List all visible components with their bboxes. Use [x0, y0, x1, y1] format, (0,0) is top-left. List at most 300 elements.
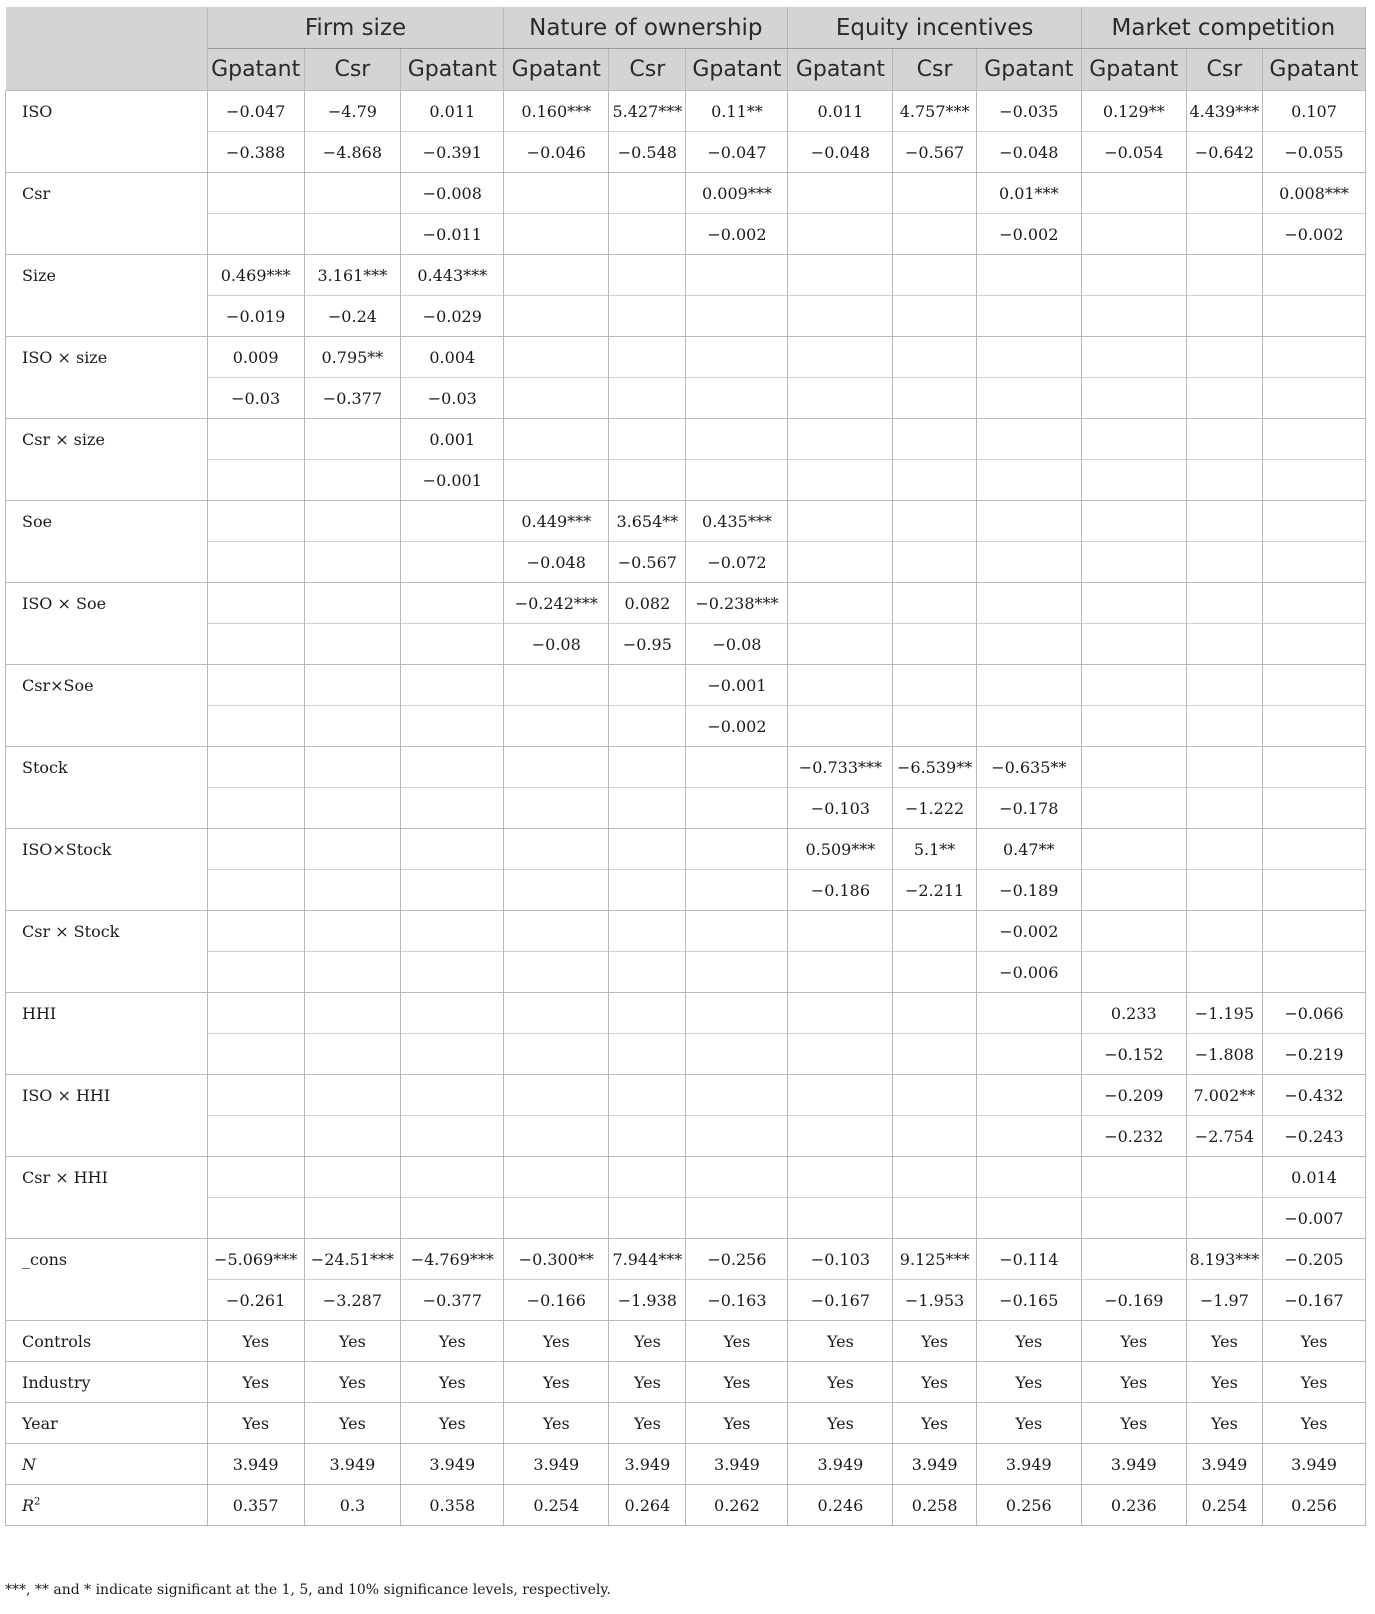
coefficient-cell — [401, 583, 504, 624]
summary-cell: Yes — [504, 1362, 609, 1403]
coefficient-cell — [893, 1075, 976, 1116]
summary-cell: Yes — [207, 1362, 304, 1403]
coefficient-cell: 7.944*** — [609, 1239, 686, 1280]
standard-error-cell: −0.08 — [504, 624, 609, 665]
coefficient-cell — [609, 665, 686, 706]
row-label-empty — [6, 1034, 208, 1075]
row-label-text: N — [22, 1454, 36, 1474]
standard-error-cell — [788, 1116, 893, 1157]
standard-error-cell — [976, 460, 1081, 501]
coefficient-cell — [893, 1157, 976, 1198]
row-label — [6, 1362, 208, 1403]
column-header: Gpatant — [401, 49, 504, 91]
standard-error-cell — [893, 378, 976, 419]
summary-cell: Yes — [401, 1321, 504, 1362]
coefficient-cell: 0.449*** — [504, 501, 609, 542]
standard-error-cell: −0.166 — [504, 1280, 609, 1321]
column-header: Csr — [893, 49, 976, 91]
coefficient-cell — [1081, 337, 1186, 378]
coefficient-cell: −0.300** — [504, 1239, 609, 1280]
summary-cell: Yes — [893, 1362, 976, 1403]
coefficient-cell: 0.129** — [1081, 91, 1186, 132]
coefficient-cell — [976, 255, 1081, 296]
standard-error-cell — [1186, 296, 1262, 337]
table-row-coefficient — [6, 583, 1366, 624]
table-row-coefficient — [6, 419, 1366, 460]
column-header: Gpatant — [976, 49, 1081, 91]
coefficient-cell: 0.509*** — [788, 829, 893, 870]
row-label-empty — [6, 214, 208, 255]
summary-cell: 0.256 — [976, 1485, 1081, 1526]
standard-error-cell: −1.97 — [1186, 1280, 1262, 1321]
standard-error-cell — [788, 378, 893, 419]
coefficient-cell — [976, 419, 1081, 460]
standard-error-cell: −0.169 — [1081, 1280, 1186, 1321]
coefficient-cell — [609, 1157, 686, 1198]
summary-cell: Yes — [893, 1403, 976, 1444]
column-header-row — [6, 49, 1366, 91]
standard-error-cell: −0.002 — [1262, 214, 1365, 255]
coefficient-cell — [1262, 911, 1365, 952]
standard-error-cell: −2.754 — [1186, 1116, 1262, 1157]
summary-cell: 3.949 — [609, 1444, 686, 1485]
coefficient-cell — [1081, 173, 1186, 214]
standard-error-cell — [686, 1198, 788, 1239]
coefficient-cell — [1186, 1157, 1262, 1198]
coefficient-cell — [1262, 419, 1365, 460]
standard-error-cell — [1262, 624, 1365, 665]
coefficient-cell — [893, 993, 976, 1034]
coefficient-cell: −0.114 — [976, 1239, 1081, 1280]
coefficient-cell: 0.47** — [976, 829, 1081, 870]
row-label: Csr — [6, 173, 208, 214]
coefficient-cell: 0.435*** — [686, 501, 788, 542]
summary-cell: 3.949 — [304, 1444, 401, 1485]
table-row-standard-error — [6, 1116, 1366, 1157]
table-row-coefficient — [6, 747, 1366, 788]
row-label-empty — [6, 624, 208, 665]
coefficient-cell — [207, 993, 304, 1034]
coefficient-cell — [304, 829, 401, 870]
coefficient-cell — [609, 173, 686, 214]
coefficient-cell — [788, 255, 893, 296]
standard-error-cell — [893, 460, 976, 501]
standard-error-cell — [609, 706, 686, 747]
coefficient-cell — [686, 911, 788, 952]
standard-error-cell — [976, 542, 1081, 583]
standard-error-cell: −0.03 — [207, 378, 304, 419]
standard-error-cell — [976, 1116, 1081, 1157]
standard-error-cell — [1081, 214, 1186, 255]
standard-error-cell — [686, 788, 788, 829]
standard-error-cell — [1081, 1198, 1186, 1239]
table-row-coefficient — [6, 1239, 1366, 1280]
table-row-standard-error — [6, 788, 1366, 829]
summary-cell: 3.949 — [401, 1444, 504, 1485]
coefficient-cell — [1186, 501, 1262, 542]
coefficient-cell — [1186, 419, 1262, 460]
standard-error-cell — [893, 1034, 976, 1075]
coefficient-cell: −0.008 — [401, 173, 504, 214]
coefficient-cell — [609, 337, 686, 378]
coefficient-cell — [401, 829, 504, 870]
standard-error-cell: −0.186 — [788, 870, 893, 911]
coefficient-cell: 0.009*** — [686, 173, 788, 214]
coefficient-cell — [893, 255, 976, 296]
standard-error-cell — [609, 788, 686, 829]
coefficient-cell: 4.757*** — [893, 91, 976, 132]
table-row-standard-error — [6, 542, 1366, 583]
coefficient-cell — [788, 911, 893, 952]
coefficient-cell — [976, 993, 1081, 1034]
coefficient-cell — [976, 665, 1081, 706]
standard-error-cell — [686, 378, 788, 419]
standard-error-cell — [401, 870, 504, 911]
standard-error-cell: −1.808 — [1186, 1034, 1262, 1075]
row-label-empty — [6, 378, 208, 419]
table-row-coefficient — [6, 665, 1366, 706]
standard-error-cell — [609, 214, 686, 255]
coefficient-cell — [609, 829, 686, 870]
column-header: Csr — [304, 49, 401, 91]
standard-error-cell: −0.047 — [686, 132, 788, 173]
standard-error-cell: −0.377 — [401, 1280, 504, 1321]
standard-error-cell — [1262, 542, 1365, 583]
standard-error-cell: −0.261 — [207, 1280, 304, 1321]
summary-cell: Yes — [401, 1362, 504, 1403]
coefficient-cell — [1186, 665, 1262, 706]
standard-error-cell — [1262, 870, 1365, 911]
standard-error-cell — [1081, 542, 1186, 583]
coefficient-cell: −0.066 — [1262, 993, 1365, 1034]
coefficient-cell — [504, 419, 609, 460]
table-footnote: ***, ** and * indicate significant at the 1, 5, and 10% significance levels, respectively. — [5, 1582, 611, 1598]
row-label-empty — [6, 952, 208, 993]
row-label-empty — [6, 460, 208, 501]
summary-cell: Yes — [1186, 1403, 1262, 1444]
standard-error-cell: −0.103 — [788, 788, 893, 829]
row-label: ISO × HHI — [6, 1075, 208, 1116]
table-row-standard-error — [6, 706, 1366, 747]
standard-error-cell: −0.24 — [304, 296, 401, 337]
coefficient-cell: 8.193*** — [1186, 1239, 1262, 1280]
summary-cell: Yes — [304, 1321, 401, 1362]
coefficient-cell — [788, 1157, 893, 1198]
coefficient-cell: 0.014 — [1262, 1157, 1365, 1198]
standard-error-cell: −0.567 — [609, 542, 686, 583]
standard-error-cell — [207, 624, 304, 665]
summary-cell: Yes — [1081, 1403, 1186, 1444]
summary-cell: Yes — [788, 1321, 893, 1362]
header-corner — [6, 7, 208, 49]
coefficient-cell — [1186, 911, 1262, 952]
summary-cell: Yes — [304, 1362, 401, 1403]
coefficient-cell: −0.733*** — [788, 747, 893, 788]
coefficient-cell — [401, 1075, 504, 1116]
group-header: Firm size — [207, 7, 504, 49]
coefficient-cell: 0.082 — [609, 583, 686, 624]
column-header: Gpatant — [504, 49, 609, 91]
coefficient-cell — [1186, 173, 1262, 214]
standard-error-cell — [686, 460, 788, 501]
coefficient-cell — [504, 1157, 609, 1198]
standard-error-cell — [504, 870, 609, 911]
standard-error-cell — [893, 1198, 976, 1239]
coefficient-cell — [893, 583, 976, 624]
coefficient-cell — [1081, 829, 1186, 870]
summary-cell: 0.254 — [504, 1485, 609, 1526]
row-label: HHI — [6, 993, 208, 1034]
coefficient-cell: −0.238*** — [686, 583, 788, 624]
standard-error-cell — [1186, 378, 1262, 419]
coefficient-cell — [1081, 665, 1186, 706]
row-label: Soe — [6, 501, 208, 542]
coefficient-cell — [1081, 1157, 1186, 1198]
coefficient-cell: 5.427*** — [609, 91, 686, 132]
row-label: Csr×Soe — [6, 665, 208, 706]
coefficient-cell — [401, 993, 504, 1034]
standard-error-cell — [1186, 952, 1262, 993]
standard-error-cell — [609, 378, 686, 419]
coefficient-cell: −0.002 — [976, 911, 1081, 952]
summary-cell: 3.949 — [686, 1444, 788, 1485]
coefficient-cell: −0.432 — [1262, 1075, 1365, 1116]
standard-error-cell — [1186, 624, 1262, 665]
group-header: Equity incentives — [788, 7, 1081, 49]
column-header: Gpatant — [1081, 49, 1186, 91]
header-corner — [6, 49, 208, 91]
regression-table-container — [5, 7, 1366, 1526]
coefficient-cell — [1186, 583, 1262, 624]
summary-cell: Yes — [207, 1403, 304, 1444]
coefficient-cell — [401, 665, 504, 706]
standard-error-cell — [609, 1116, 686, 1157]
row-label: Csr × HHI — [6, 1157, 208, 1198]
standard-error-cell: −0.548 — [609, 132, 686, 173]
standard-error-cell: −0.002 — [686, 214, 788, 255]
coefficient-cell: 0.004 — [401, 337, 504, 378]
coefficient-cell — [893, 665, 976, 706]
coefficient-cell — [788, 173, 893, 214]
coefficient-cell: −6.539** — [893, 747, 976, 788]
table-row-summary — [6, 1403, 1366, 1444]
table-row-standard-error — [6, 952, 1366, 993]
row-label: ISO — [6, 91, 208, 132]
standard-error-cell — [1186, 460, 1262, 501]
standard-error-cell — [609, 460, 686, 501]
standard-error-cell: −0.567 — [893, 132, 976, 173]
standard-error-cell: −0.388 — [207, 132, 304, 173]
standard-error-cell — [686, 1034, 788, 1075]
coefficient-cell — [207, 583, 304, 624]
coefficient-cell: 3.161*** — [304, 255, 401, 296]
coefficient-cell: 5.1** — [893, 829, 976, 870]
summary-cell: Yes — [976, 1403, 1081, 1444]
table-row-standard-error — [6, 460, 1366, 501]
summary-cell: 0.236 — [1081, 1485, 1186, 1526]
coefficient-cell — [788, 993, 893, 1034]
row-label-superscript: 2 — [34, 1496, 41, 1508]
standard-error-cell — [893, 624, 976, 665]
standard-error-cell — [304, 870, 401, 911]
coefficient-cell: −4.79 — [304, 91, 401, 132]
coefficient-cell — [207, 419, 304, 460]
coefficient-cell — [207, 665, 304, 706]
coefficient-cell — [1186, 829, 1262, 870]
coefficient-cell — [1081, 419, 1186, 460]
coefficient-cell: −0.001 — [686, 665, 788, 706]
standard-error-cell — [304, 542, 401, 583]
standard-error-cell: −0.03 — [401, 378, 504, 419]
table-row-standard-error — [6, 378, 1366, 419]
standard-error-cell — [1262, 296, 1365, 337]
coefficient-cell — [304, 1075, 401, 1116]
row-label-empty — [6, 1198, 208, 1239]
coefficient-cell: −0.635** — [976, 747, 1081, 788]
table-row-coefficient — [6, 993, 1366, 1034]
row-label — [6, 1403, 208, 1444]
standard-error-cell: −0.163 — [686, 1280, 788, 1321]
standard-error-cell — [304, 788, 401, 829]
row-label-empty — [6, 296, 208, 337]
coefficient-cell: 0.01*** — [976, 173, 1081, 214]
table-row-standard-error — [6, 296, 1366, 337]
standard-error-cell — [304, 952, 401, 993]
summary-cell: Yes — [1081, 1362, 1186, 1403]
standard-error-cell — [401, 1116, 504, 1157]
standard-error-cell: −0.219 — [1262, 1034, 1365, 1075]
coefficient-cell — [304, 419, 401, 460]
table-row-summary — [6, 1485, 1366, 1526]
table-row-standard-error — [6, 1280, 1366, 1321]
standard-error-cell: −0.048 — [504, 542, 609, 583]
coefficient-cell — [686, 993, 788, 1034]
coefficient-cell: 0.160*** — [504, 91, 609, 132]
standard-error-cell — [1186, 1198, 1262, 1239]
summary-cell: 0.262 — [686, 1485, 788, 1526]
coefficient-cell — [1186, 337, 1262, 378]
coefficient-cell — [788, 1075, 893, 1116]
row-label-empty — [6, 542, 208, 583]
standard-error-cell — [1081, 624, 1186, 665]
summary-cell: 3.949 — [1262, 1444, 1365, 1485]
row-label: ISO × Soe — [6, 583, 208, 624]
standard-error-cell: −0.007 — [1262, 1198, 1365, 1239]
table-row-coefficient — [6, 501, 1366, 542]
standard-error-cell: −4.868 — [304, 132, 401, 173]
coefficient-cell: 0.469*** — [207, 255, 304, 296]
standard-error-cell — [207, 1034, 304, 1075]
table-row-coefficient — [6, 91, 1366, 132]
standard-error-cell — [893, 214, 976, 255]
coefficient-cell — [504, 993, 609, 1034]
standard-error-cell — [207, 870, 304, 911]
regression-table — [5, 7, 1366, 1526]
group-header: Nature of ownership — [504, 7, 788, 49]
summary-cell: Yes — [1186, 1321, 1262, 1362]
standard-error-cell — [1262, 378, 1365, 419]
summary-cell: 3.949 — [1186, 1444, 1262, 1485]
coefficient-cell: 0.011 — [401, 91, 504, 132]
summary-cell: Yes — [609, 1403, 686, 1444]
standard-error-cell — [976, 1198, 1081, 1239]
summary-cell: 3.949 — [207, 1444, 304, 1485]
standard-error-cell — [1081, 378, 1186, 419]
coefficient-cell — [686, 747, 788, 788]
coefficient-cell: −0.035 — [976, 91, 1081, 132]
standard-error-cell — [1081, 788, 1186, 829]
table-row-coefficient — [6, 911, 1366, 952]
standard-error-cell: −0.165 — [976, 1280, 1081, 1321]
coefficient-cell — [893, 911, 976, 952]
coefficient-cell — [304, 993, 401, 1034]
coefficient-cell — [609, 419, 686, 460]
coefficient-cell — [893, 419, 976, 460]
coefficient-cell — [504, 829, 609, 870]
row-label-empty — [6, 706, 208, 747]
standard-error-cell — [609, 296, 686, 337]
standard-error-cell: −0.391 — [401, 132, 504, 173]
coefficient-cell — [1262, 501, 1365, 542]
coefficient-cell — [504, 747, 609, 788]
column-header: Gpatant — [788, 49, 893, 91]
row-label: ISO×Stock — [6, 829, 208, 870]
coefficient-cell — [788, 501, 893, 542]
standard-error-cell — [504, 1116, 609, 1157]
standard-error-cell — [304, 624, 401, 665]
standard-error-cell: −0.178 — [976, 788, 1081, 829]
row-label: Stock — [6, 747, 208, 788]
standard-error-cell — [401, 1034, 504, 1075]
coefficient-cell — [788, 583, 893, 624]
coefficient-cell — [304, 1157, 401, 1198]
summary-cell: 0.264 — [609, 1485, 686, 1526]
standard-error-cell — [976, 378, 1081, 419]
standard-error-cell: −0.642 — [1186, 132, 1262, 173]
summary-cell: Yes — [609, 1362, 686, 1403]
summary-cell: Yes — [788, 1403, 893, 1444]
standard-error-cell — [788, 1034, 893, 1075]
coefficient-cell: 0.009 — [207, 337, 304, 378]
summary-cell: 3.949 — [893, 1444, 976, 1485]
standard-error-cell — [609, 1198, 686, 1239]
summary-cell: 0.3 — [304, 1485, 401, 1526]
group-header: Market competition — [1081, 7, 1365, 49]
coefficient-cell — [207, 911, 304, 952]
standard-error-cell — [893, 706, 976, 747]
column-header: Csr — [609, 49, 686, 91]
standard-error-cell: −0.243 — [1262, 1116, 1365, 1157]
standard-error-cell: −2.211 — [893, 870, 976, 911]
standard-error-cell — [1081, 460, 1186, 501]
coefficient-cell: 3.654** — [609, 501, 686, 542]
summary-cell: Yes — [893, 1321, 976, 1362]
standard-error-cell — [504, 706, 609, 747]
standard-error-cell: −0.002 — [976, 214, 1081, 255]
coefficient-cell: 0.443*** — [401, 255, 504, 296]
standard-error-cell: −0.95 — [609, 624, 686, 665]
standard-error-cell — [401, 624, 504, 665]
coefficient-cell — [1262, 747, 1365, 788]
row-label: _cons — [6, 1239, 208, 1280]
coefficient-cell: −0.103 — [788, 1239, 893, 1280]
coefficient-cell: −1.195 — [1186, 993, 1262, 1034]
coefficient-cell — [686, 419, 788, 460]
coefficient-cell — [686, 337, 788, 378]
coefficient-cell — [401, 747, 504, 788]
standard-error-cell: −1.953 — [893, 1280, 976, 1321]
row-label: Csr × size — [6, 419, 208, 460]
